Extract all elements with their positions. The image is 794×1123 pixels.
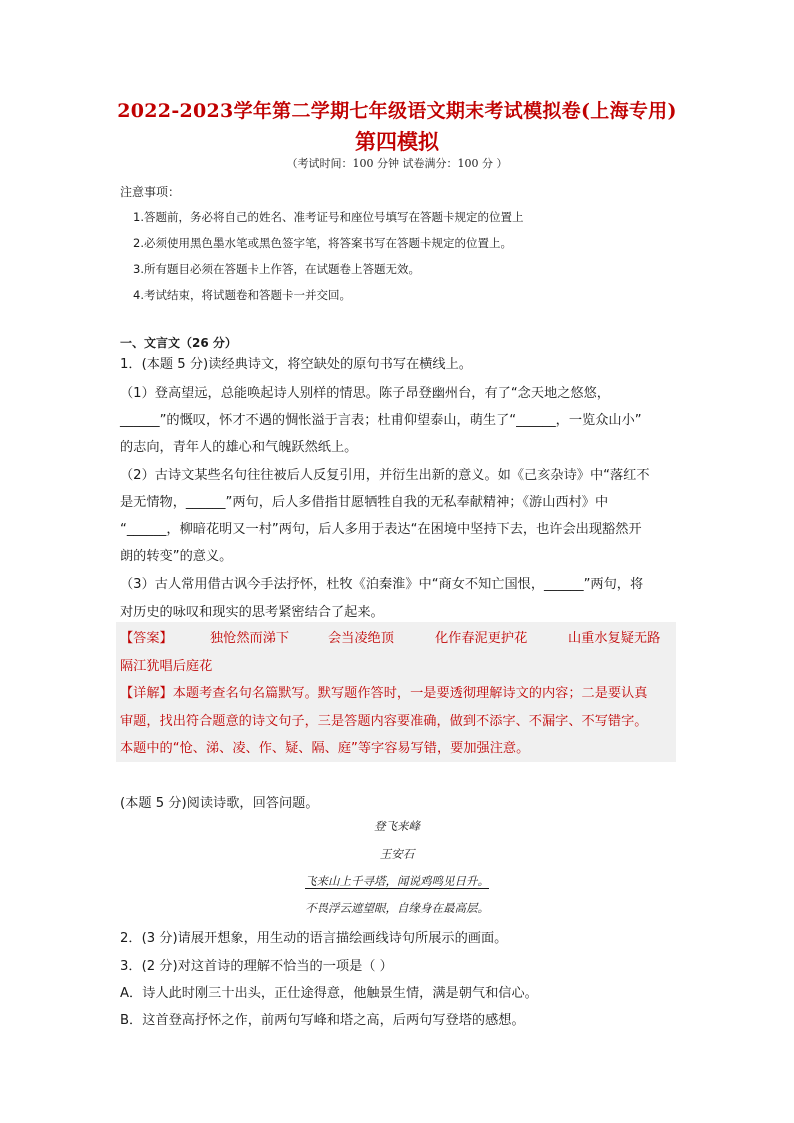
question-1-line: 1．(本题 5 分)读经典诗文，将空缺处的原句书写在横线上。 [120, 357, 472, 372]
exam-info: （考试时间：100 分钟 试卷满分：100 分 ） [286, 157, 508, 170]
question-1-line: （3）古人常用借古讽今手法抒怀，杜牧《泊秦淮》中“商女不知亡国恨，______”两句，将 [120, 577, 644, 592]
answer-label: 【答案】 [120, 631, 173, 646]
answer-item: 山重水复疑无路 [568, 631, 661, 646]
page-title: 2022-2023学年第二学期七年级语文期末考试模拟卷(上海专用) [117, 100, 677, 122]
question-1-line: （2）古诗文某些名句往往被后人反复引用，并衍生出新的意义。如《己亥杂诗》中“落红不 [120, 468, 650, 483]
answer-item: 隔江犹唱后庭花 [120, 659, 213, 674]
page-subtitle: 第四模拟 [355, 129, 439, 154]
note-item: 1.答题前，务必将自己的姓名、准考证号和座位号填写在答题卡规定的位置上 [133, 210, 524, 224]
question-1-line: 是无情物，______”两句，后人多借指甘愿牺牲自我的无私奉献精神；《游山西村》中 [120, 495, 609, 510]
question-1-line: ______”的慨叹，怀才不遇的惆怅溢于言表；杜甫仰望泰山，萌生了“______，一览众山小” [120, 413, 642, 428]
poem-title: 登飞来峰 [374, 819, 420, 833]
question-2-intro: (本题 5 分)阅读诗歌，回答问题。 [120, 796, 319, 811]
option-b: B．这首登高抒怀之作，前两句写峰和塔之高，后两句写登塔的感想。 [120, 1013, 525, 1028]
section-title: 一、文言文（26 分） [120, 336, 237, 350]
question-2: 2．(3 分)请展开想象，用生动的语言描绘画线诗句所展示的画面。 [120, 931, 508, 946]
detail-line: 本题中的“怆、涕、凌、作、疑、隔、庭”等字容易写错，要加强注意。 [120, 741, 530, 756]
detail-line: 审题，找出符合题意的诗文句子，三是答题内容要准确，做到不添字、不漏字、不写错字。 [120, 714, 648, 729]
answer-item: 独怆然而涕下 [210, 631, 290, 646]
poem-line-underlined [0, 873, 794, 889]
note-item: 4.考试结束，将试题卷和答题卡一并交回。 [133, 288, 351, 302]
question-1-line: 朗的转变”的意义。 [120, 549, 233, 564]
note-item: 2.必须使用黑色墨水笔或黑色签字笔，将答案书写在答题卡规定的位置上。 [133, 236, 512, 250]
poem-line-text: 飞来山上千寻塔，闻说鸡鸣见日升。 [305, 874, 489, 888]
question-1-line: “______，柳暗花明又一村”两句，后人多用于表达“在困境中坚持下去，也许会出现豁然开 [120, 522, 642, 537]
answer-item: 会当凌绝顶 [328, 631, 394, 646]
poem-line: 不畏浮云遮望眼，自缘身在最高层。 [305, 901, 489, 915]
notes-heading: 注意事项： [120, 185, 181, 199]
option-a: A．诗人此时刚三十出头，正仕途得意，他触景生情，满是朝气和信心。 [120, 986, 538, 1001]
poem-author: 王安石 [379, 847, 415, 861]
question-1-line: 对历史的咏叹和现实的思考紧密结合了起来。 [120, 605, 384, 620]
question-3: 3．(2 分)对这首诗的理解不恰当的一项是（ ） [120, 959, 393, 974]
note-item: 3.所有题目必须在答题卡上作答，在试题卷上答题无效。 [133, 262, 420, 276]
detail-line: 【详解】本题考查名句名篇默写。默写题作答时，一是要透彻理解诗文的内容；二是要认真 [120, 686, 648, 701]
question-1-line: （1）登高望远，总能唤起诗人别样的情思。陈子昂登幽州台，有了“念天地之悠悠， [120, 386, 610, 401]
answer-item: 化作春泥更护花 [435, 631, 528, 646]
question-1-line: 的志向，青年人的雄心和气魄跃然纸上。 [120, 440, 358, 455]
